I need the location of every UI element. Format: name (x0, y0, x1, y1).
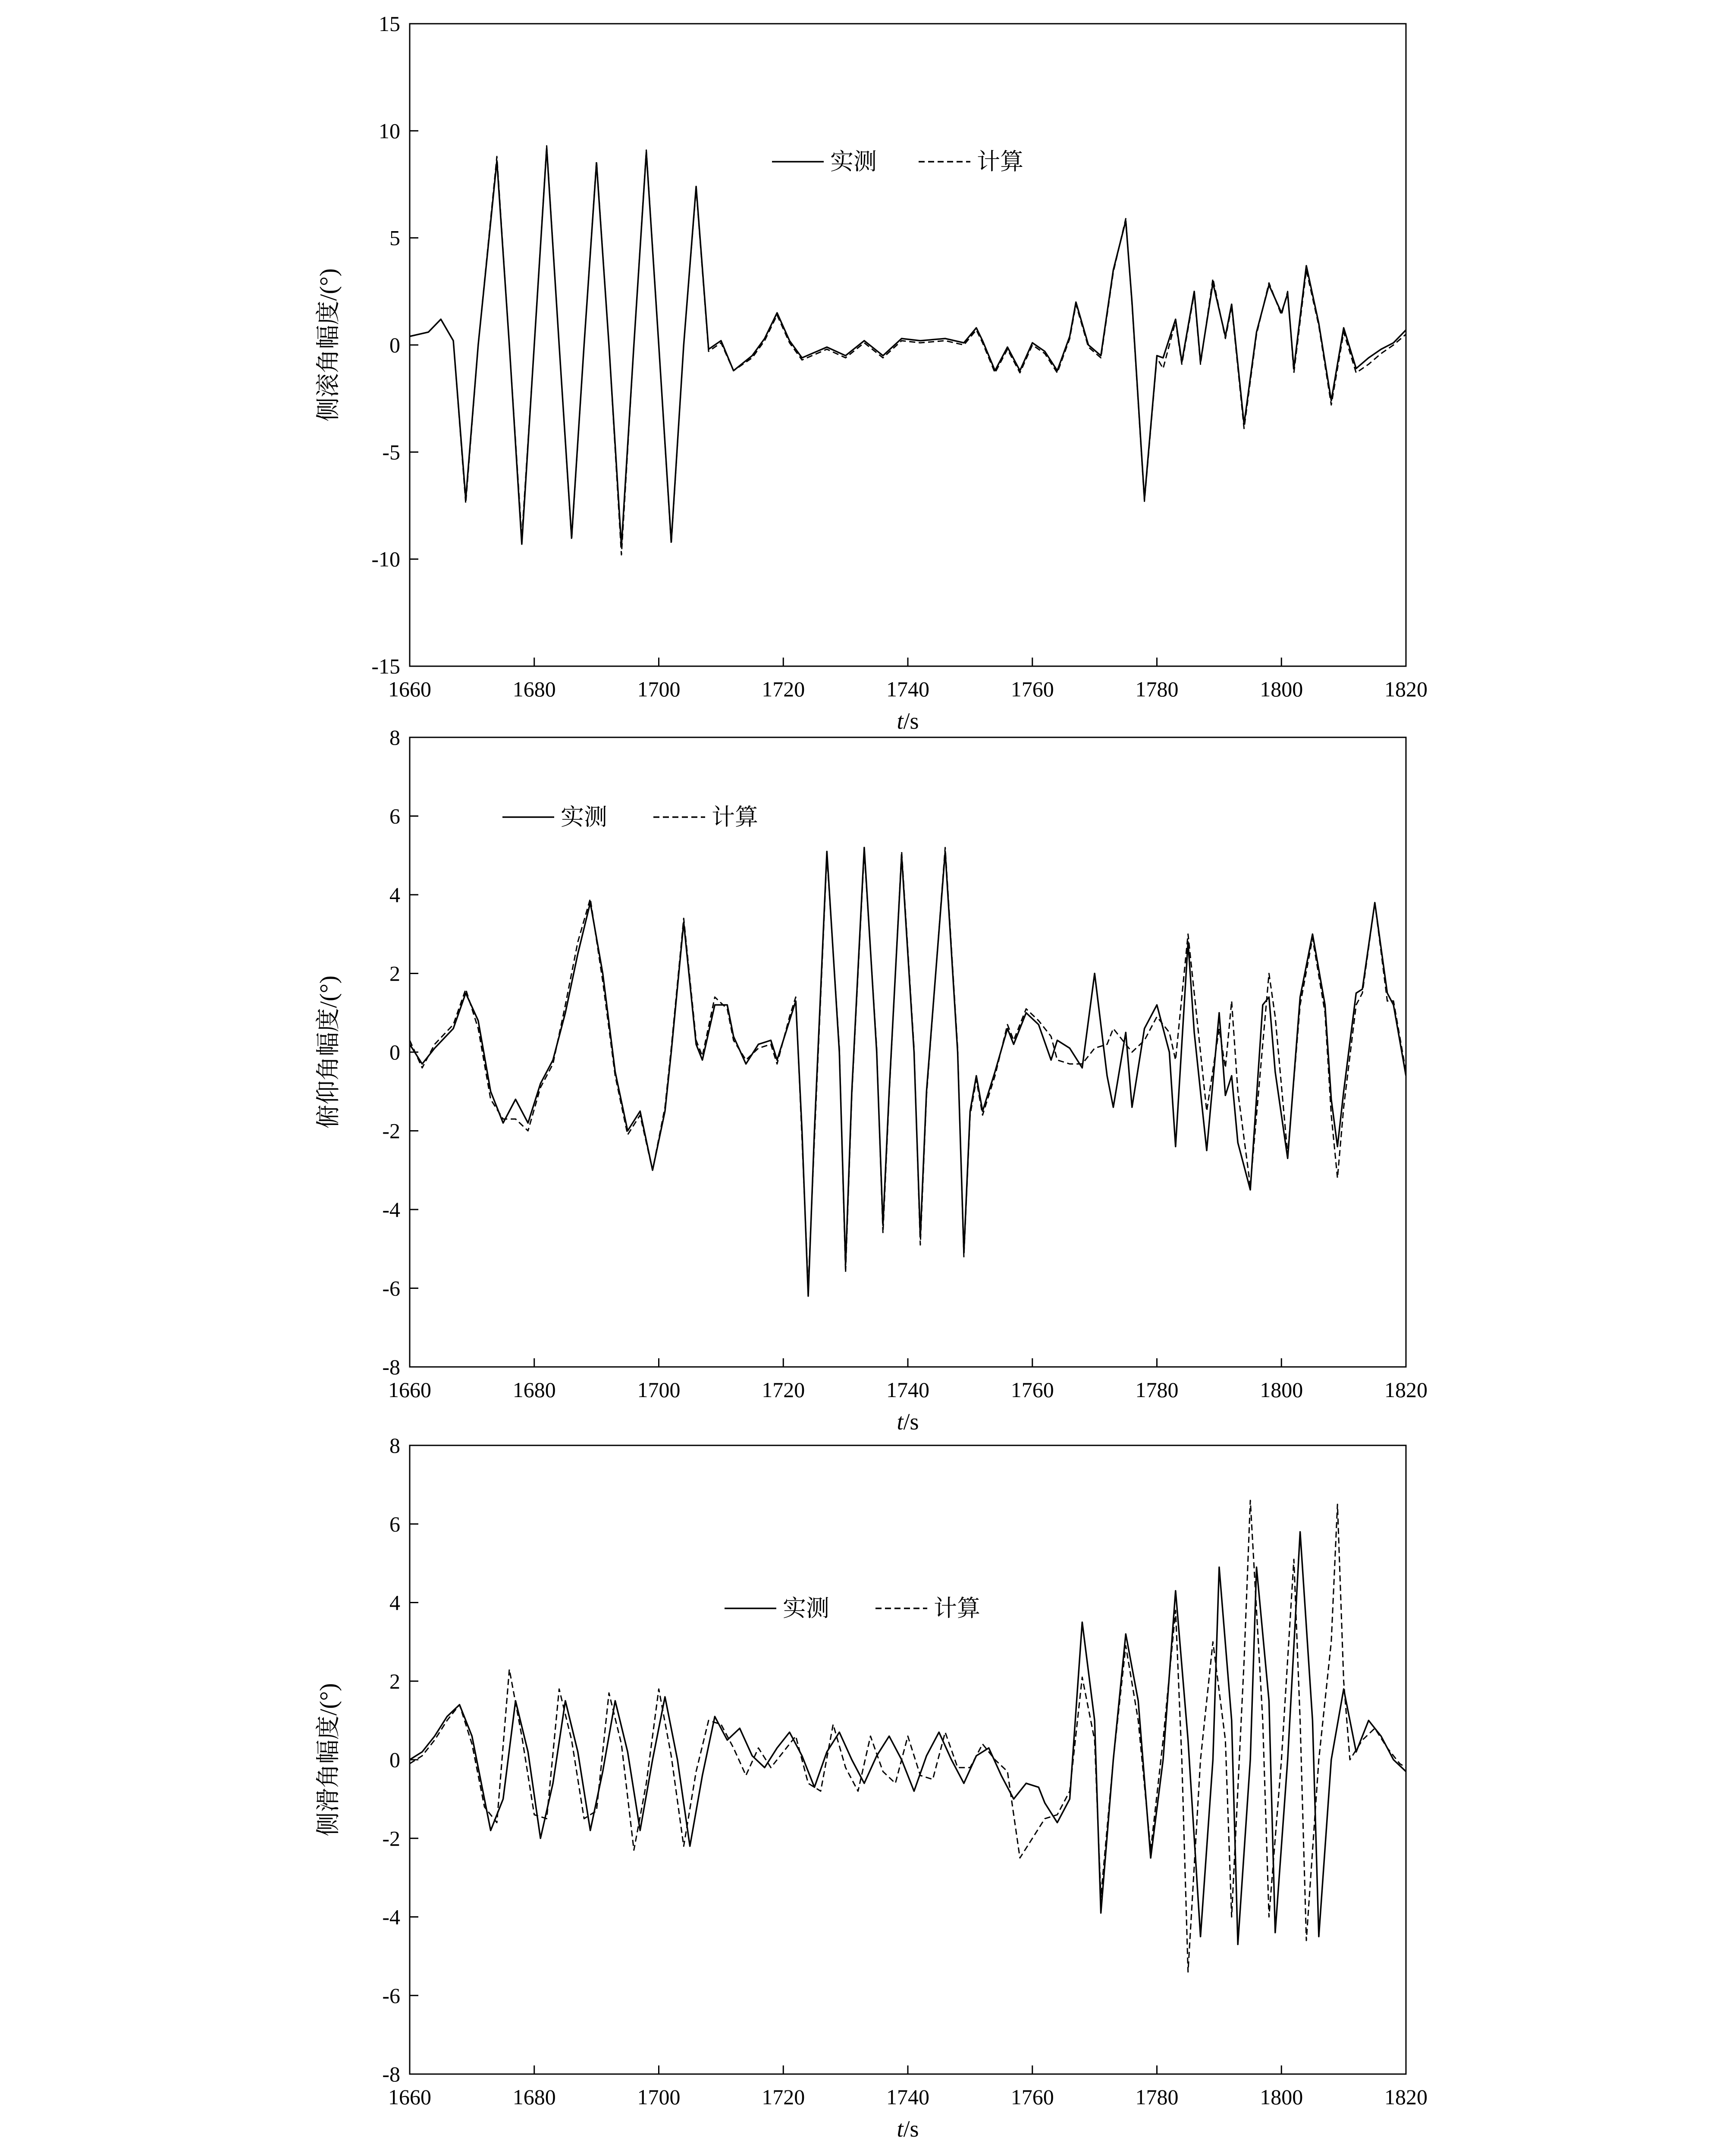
x-tick-label: 1800 (1260, 2085, 1303, 2109)
legend-label-2: 计算 (977, 149, 1023, 175)
y-tick-label: 8 (389, 1433, 400, 1457)
legend-label-1: 实测 (561, 804, 607, 830)
x-tick-label: 1720 (762, 1378, 805, 1402)
legend (502, 804, 758, 830)
x-axis-label-var: t (897, 2116, 904, 2142)
x-tick-label: 1660 (388, 2085, 431, 2109)
y-tick-label: -5 (382, 440, 400, 464)
y-tick-label: 4 (389, 1590, 400, 1615)
legend-label-1: 实测 (783, 1595, 829, 1621)
y-tick-label: -8 (382, 1355, 400, 1379)
y-tick-label: 8 (389, 725, 400, 749)
x-tick-label: 1720 (762, 2085, 805, 2109)
x-axis-label (897, 2116, 919, 2142)
y-tick-label: 5 (389, 226, 400, 250)
x-axis-label (897, 1409, 919, 1435)
y-axis-label: 侧滚角幅度/(°) (315, 268, 342, 422)
x-tick-label: 1700 (637, 1378, 681, 1402)
x-tick-label: 1700 (637, 677, 681, 701)
y-tick-label: -10 (371, 547, 400, 571)
y-tick-label: -6 (382, 1983, 400, 2008)
x-tick-label: 1820 (1384, 1378, 1428, 1402)
x-tick-label: 1760 (1010, 1378, 1054, 1402)
x-axis-label-unit: /s (903, 708, 919, 734)
y-tick-label: -4 (382, 1905, 400, 1929)
chart-panel-1 (315, 12, 1428, 734)
x-tick-label: 1780 (1135, 677, 1179, 701)
legend (725, 1595, 980, 1621)
y-tick-label: 15 (379, 12, 400, 36)
y-tick-label: 0 (389, 333, 400, 357)
y-tick-label: -2 (382, 1119, 400, 1143)
x-tick-label: 1740 (886, 677, 929, 701)
x-tick-label: 1680 (512, 2085, 556, 2109)
y-tick-label: -15 (371, 654, 400, 678)
y-tick-label: -6 (382, 1276, 400, 1300)
y-tick-label: -2 (382, 1826, 400, 1851)
x-tick-label: 1780 (1135, 1378, 1179, 1402)
legend-label-1: 实测 (830, 149, 877, 175)
x-tick-label: 1740 (886, 2085, 929, 2109)
chart-panel-2 (315, 725, 1428, 1435)
y-tick-label: -8 (382, 2062, 400, 2086)
x-axis-label (897, 708, 919, 734)
x-tick-label: 1680 (512, 1378, 556, 1402)
y-tick-label: 10 (379, 119, 400, 143)
y-tick-label: 6 (389, 804, 400, 828)
x-tick-label: 1820 (1384, 677, 1428, 701)
x-axis-label-unit: /s (903, 2116, 919, 2142)
chart-panel-3 (315, 1433, 1428, 2142)
y-tick-label: 0 (389, 1748, 400, 1772)
x-tick-label: 1660 (388, 1378, 431, 1402)
x-tick-label: 1720 (762, 677, 805, 701)
y-axis-label: 俯仰角幅度/(°) (315, 975, 342, 1129)
x-tick-label: 1660 (388, 677, 431, 701)
legend-label-2: 计算 (712, 804, 758, 830)
x-tick-label: 1680 (512, 677, 556, 701)
y-tick-label: 2 (389, 961, 400, 986)
y-tick-label: 6 (389, 1512, 400, 1536)
x-tick-label: 1780 (1135, 2085, 1179, 2109)
y-tick-label: 0 (389, 1040, 400, 1064)
plot-frame (410, 737, 1406, 1367)
y-tick-label: 2 (389, 1669, 400, 1693)
y-tick-label: -4 (382, 1197, 400, 1222)
x-axis-label-unit: /s (903, 1409, 919, 1435)
x-tick-label: 1700 (637, 2085, 681, 2109)
x-tick-label: 1820 (1384, 2085, 1428, 2109)
x-axis-label-var: t (897, 708, 904, 734)
x-axis-label-var: t (897, 1409, 904, 1435)
y-axis-label: 侧滑角幅度/(°) (315, 1683, 342, 1836)
x-tick-label: 1800 (1260, 1378, 1303, 1402)
y-tick-label: 4 (389, 883, 400, 907)
series-line-measured (410, 848, 1406, 1296)
plot-frame (410, 1445, 1406, 2074)
legend-label-2: 计算 (934, 1595, 980, 1621)
x-tick-label: 1740 (886, 1378, 929, 1402)
x-tick-label: 1800 (1260, 677, 1303, 701)
legend (772, 149, 1023, 175)
x-tick-label: 1760 (1010, 2085, 1054, 2109)
x-tick-label: 1760 (1010, 677, 1054, 701)
series-line-calculated (410, 848, 1406, 1288)
